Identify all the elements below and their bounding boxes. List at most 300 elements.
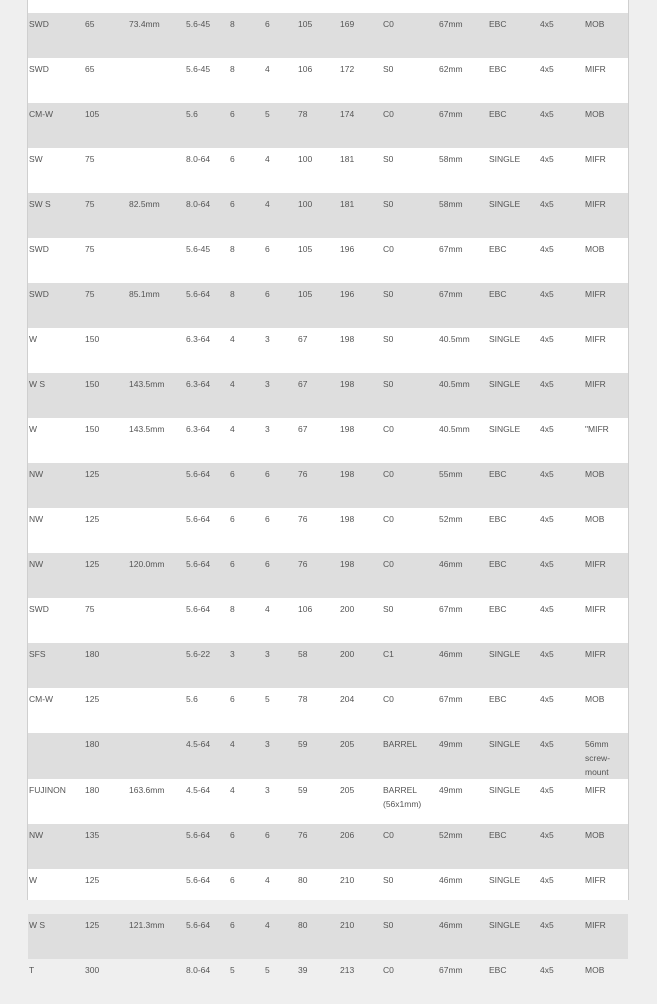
cell-format: 4x5 [540,424,554,434]
cell-mount: MIFR [585,334,606,344]
cell-flange [128,869,185,914]
cell-image-circle: 198 [340,424,355,434]
cell-focal: 125 [84,463,128,508]
cell-groups: 6 [264,13,297,58]
cell-coating: EBC [489,64,507,74]
cell-aperture: 5.6-64 [185,824,229,869]
cell-filter: 55mm [438,463,488,508]
table-row [28,103,628,148]
cell-elements: 6 [230,694,235,704]
table-row [28,283,628,328]
cell-flange [128,824,185,869]
cell-focal: 300 [85,965,100,975]
cell-coverage: 58 [297,643,339,688]
cell-mount: MOB [585,694,605,704]
cell-coating: EBC [489,244,507,254]
cell-format: 4x5 [540,244,554,254]
cell-focal: 65 [84,13,128,58]
cell-name: SWD [28,13,84,58]
cell-format: 4x5 [539,643,584,688]
table-row [28,13,628,58]
cell-shutter: S0 [383,604,394,614]
cell-coverage: 76 [297,463,339,508]
cell-image-circle: 181 [340,154,355,164]
cell-elements: 3 [229,643,264,688]
cell-image-circle: 200 [340,604,355,614]
cell-format: 4x5 [539,193,584,238]
cell-aperture: 5.6-45 [185,13,229,58]
cell-mount: MOB [584,13,628,58]
cell-flange [128,463,185,508]
cell-aperture: 5.6 [186,694,198,704]
cell-aperture: 5.6-64 [186,604,211,614]
cell-filter: 49mm [438,733,488,779]
cell-format: 4x5 [540,785,554,795]
cell-elements: 6 [229,193,264,238]
cell-name: W [29,334,38,344]
cell-filter: 46mm [439,875,463,885]
lens-spec-table [28,13,628,1004]
cell-groups: 3 [265,424,270,434]
table-row [28,193,628,238]
cell-elements: 4 [229,733,264,779]
cell-coating: SINGLE [488,643,539,688]
cell-shutter: C0 [383,514,394,524]
cell-aperture: 5.6-64 [185,463,229,508]
cell-flange: 85.1mm [128,283,185,328]
cell-coating: SINGLE [489,334,521,344]
cell-elements: 4 [229,373,264,418]
cell-coverage: 59 [297,733,339,779]
cell-coverage: 80 [297,914,339,959]
cell-image-circle: 196 [339,283,382,328]
cell-groups: 3 [264,733,297,779]
cell-filter: 52mm [438,824,488,869]
cell-mount: MIFR [585,154,606,164]
cell-mount: MOB [584,824,628,869]
cell-groups: 5 [265,694,270,704]
cell-name: CM-W [28,103,84,148]
cell-focal: 75 [84,283,128,328]
cell-format: 4x5 [540,334,554,344]
cell-format: 4x5 [540,154,554,164]
table-body [28,13,628,1004]
cell-filter: 40.5mm [439,424,470,434]
cell-name: W [29,875,38,885]
cell-focal: 150 [85,334,100,344]
cell-elements: 6 [229,553,264,598]
cell-groups: 4 [265,64,270,74]
cell-focal: 65 [85,64,95,74]
cell-elements: 5 [230,965,235,975]
cell-coverage: 67 [298,424,308,434]
cell-shutter: C0 [383,244,394,254]
cell-coating: SINGLE [489,424,521,434]
cell-flange [128,733,185,779]
cell-shutter: C0 [382,824,438,869]
cell-format: 4x5 [540,604,554,614]
cell-name: SFS [28,643,84,688]
table-row [28,643,628,688]
cell-mount: MOB [585,965,605,975]
cell-coating: EBC [488,283,539,328]
cell-flange [128,58,185,103]
cell-coating: EBC [488,463,539,508]
cell-flange: 143.5mm [129,424,165,434]
cell-shutter: S0 [383,334,394,344]
cell-name: T [29,965,35,975]
cell-aperture: 5.6-64 [185,283,229,328]
cell-coating: SINGLE [489,154,521,164]
cell-flange: 120.0mm [128,553,185,598]
table-row [28,598,628,643]
cell-image-circle: 174 [339,103,382,148]
table-row [28,869,628,914]
cell-focal: 180 [85,785,100,795]
cell-mount: MIFR [585,785,606,795]
cell-mount: MOB [584,463,628,508]
cell-elements: 6 [230,154,235,164]
cell-name: SWD [29,604,49,614]
cell-groups: 4 [265,604,270,614]
cell-aperture: 5.6-64 [185,914,229,959]
cell-flange: 73.4mm [128,13,185,58]
cell-coating: SINGLE [488,733,539,779]
cell-image-circle: 213 [340,965,355,975]
cell-groups: 4 [265,154,270,164]
cell-format: 4x5 [539,103,584,148]
cell-filter: 67mm [438,283,488,328]
cell-shutter: BARREL [382,733,438,779]
cell-groups: 4 [264,193,297,238]
cell-mount: MIFR [585,604,606,614]
cell-focal: 75 [85,154,95,164]
cell-elements: 6 [229,103,264,148]
cell-coating: EBC [488,553,539,598]
cell-flange [128,238,185,283]
cell-coverage: 80 [298,875,308,885]
cell-filter: 67mm [438,103,488,148]
cell-coating: EBC [489,514,507,524]
cell-name: W S [28,914,84,959]
cell-filter: 46mm [438,553,488,598]
cell-filter: 67mm [439,604,463,614]
cell-coating: EBC [488,824,539,869]
cell-filter: 58mm [439,154,463,164]
cell-mount: "MIFR [585,424,609,434]
cell-image-circle: 205 [340,785,355,795]
cell-filter: 52mm [439,514,463,524]
table-row [28,959,628,1004]
cell-shutter: S0 [383,154,394,164]
cell-groups: 3 [264,643,297,688]
cell-format: 4x5 [539,373,584,418]
cell-focal: 150 [85,424,100,434]
cell-flange [128,688,185,733]
cell-filter: 67mm [439,694,463,704]
cell-elements: 6 [230,514,235,524]
cell-flange [128,959,185,1004]
cell-mount: MIFR [584,373,628,418]
cell-shutter: BARREL (56x1mm) [383,785,422,809]
table-row [28,58,628,103]
cell-focal: 125 [84,553,128,598]
cell-aperture: 4.5-64 [185,733,229,779]
cell-aperture: 8.0-64 [186,965,211,975]
cell-focal: 75 [84,193,128,238]
cell-aperture: 5.6-45 [186,64,211,74]
cell-mount: MOB [584,103,628,148]
cell-mount: MOB [585,244,605,254]
cell-aperture: 4.5-64 [186,785,211,795]
cell-coating: SINGLE [489,875,521,885]
cell-coverage: 59 [298,785,308,795]
cell-name: SWD [29,244,49,254]
cell-elements: 8 [230,64,235,74]
table-row [28,688,628,733]
cell-coverage: 76 [297,824,339,869]
cell-image-circle: 210 [339,914,382,959]
table-row [28,373,628,418]
cell-coverage: 100 [298,154,313,164]
cell-format: 4x5 [539,553,584,598]
cell-filter: 67mm [438,13,488,58]
cell-elements: 8 [229,13,264,58]
cell-image-circle: 198 [339,373,382,418]
cell-name: W S [28,373,84,418]
cell-aperture: 5.6-64 [186,514,211,524]
cell-mount: MIFR [584,553,628,598]
cell-focal: 125 [85,514,100,524]
cell-format: 4x5 [539,13,584,58]
cell-elements: 6 [229,824,264,869]
cell-format: 4x5 [540,64,554,74]
table-row [28,418,628,463]
cell-aperture: 8.0-64 [186,154,211,164]
cell-focal: 180 [84,643,128,688]
cell-flange: 121.3mm [128,914,185,959]
cell-coverage: 105 [297,13,339,58]
cell-elements: 8 [230,244,235,254]
cell-focal: 180 [84,733,128,779]
cell-format: 4x5 [539,914,584,959]
cell-filter: 58mm [438,193,488,238]
cell-elements: 8 [230,604,235,614]
cell-format: 4x5 [540,875,554,885]
table-row [28,508,628,553]
cell-format: 4x5 [540,965,554,975]
cell-mount: MIFR [584,283,628,328]
cell-elements: 4 [230,785,235,795]
cell-groups: 4 [265,875,270,885]
table-row [28,553,628,598]
cell-name: NW [28,553,84,598]
cell-name: SWD [28,283,84,328]
cell-mount: MIFR [584,193,628,238]
cell-coverage: 106 [298,64,313,74]
cell-shutter: S0 [383,64,394,74]
cell-elements: 6 [230,875,235,885]
cell-image-circle: 196 [340,244,355,254]
cell-focal: 105 [84,103,128,148]
cell-name: SWD [29,64,49,74]
cell-filter: 40.5mm [438,373,488,418]
cell-elements: 8 [229,283,264,328]
cell-coverage: 105 [297,283,339,328]
cell-filter: 46mm [438,914,488,959]
table-row [28,463,628,508]
cell-format: 4x5 [539,283,584,328]
cell-shutter: C0 [383,424,394,434]
cell-flange [128,148,185,193]
cell-image-circle: 206 [339,824,382,869]
cell-filter: 62mm [439,64,463,74]
cell-mount: MIFR [585,64,606,74]
cell-format: 4x5 [539,733,584,779]
cell-mount: MIFR [584,643,628,688]
cell-image-circle: 198 [339,463,382,508]
cell-image-circle: 205 [339,733,382,779]
cell-elements: 6 [229,914,264,959]
cell-groups: 5 [265,965,270,975]
cell-coating: EBC [489,604,507,614]
cell-elements: 6 [229,463,264,508]
cell-coverage: 39 [298,965,308,975]
table-row [28,238,628,283]
cell-shutter: S0 [383,875,394,885]
cell-mount: MOB [585,514,605,524]
cell-focal: 75 [85,604,95,614]
cell-focal: 75 [85,244,95,254]
cell-name: FUJINON [29,785,66,795]
cell-aperture: 5.6-64 [185,553,229,598]
cell-coverage: 78 [298,694,308,704]
cell-name: CM-W [29,694,54,704]
cell-groups: 6 [264,283,297,328]
cell-groups: 6 [264,463,297,508]
cell-aperture: 5.6 [185,103,229,148]
cell-name: NW [28,824,84,869]
cell-coverage: 78 [297,103,339,148]
cell-filter: 46mm [438,643,488,688]
cell-shutter: C0 [383,694,394,704]
cell-focal: 135 [84,824,128,869]
cell-coating: SINGLE [489,785,521,795]
cell-name: W [29,424,38,434]
cell-groups: 6 [265,244,270,254]
cell-filter: 49mm [439,785,463,795]
cell-aperture: 8.0-64 [185,193,229,238]
cell-shutter: C1 [382,643,438,688]
cell-coating: SINGLE [488,914,539,959]
cell-shutter: S0 [382,373,438,418]
cell-coverage: 67 [297,373,339,418]
table-row [28,914,628,959]
cell-groups: 6 [264,824,297,869]
table-row [28,328,628,373]
cell-coverage: 67 [298,334,308,344]
table-row [28,779,628,824]
cell-mount: 56mm screw-mount [584,733,628,779]
cell-focal: 150 [84,373,128,418]
cell-aperture: 5.6-45 [186,244,211,254]
cell-groups: 6 [264,553,297,598]
cell-name: NW [28,463,84,508]
cell-name: SW [29,154,43,164]
cell-groups: 3 [265,334,270,344]
cell-format: 4x5 [539,824,584,869]
cell-shutter: C0 [382,463,438,508]
cell-shutter: C0 [382,553,438,598]
cell-coating: EBC [488,13,539,58]
cell-image-circle: 181 [339,193,382,238]
cell-mount: MIFR [585,875,606,885]
cell-groups: 4 [264,914,297,959]
cell-image-circle: 198 [340,334,355,344]
cell-image-circle: 210 [340,875,355,885]
cell-coating: EBC [488,103,539,148]
cell-flange: 163.6mm [129,785,165,795]
cell-coverage: 106 [298,604,313,614]
table-row [28,733,628,779]
table-row [28,824,628,869]
cell-filter: 67mm [439,965,463,975]
cell-image-circle: 204 [340,694,355,704]
cell-format: 4x5 [540,514,554,524]
cell-focal: 125 [85,875,100,885]
cell-elements: 4 [230,424,235,434]
cell-focal: 125 [85,694,100,704]
cell-image-circle: 198 [340,514,355,524]
cell-shutter: S0 [382,193,438,238]
cell-image-circle: 169 [339,13,382,58]
cell-coating: SINGLE [488,193,539,238]
cell-flange [128,643,185,688]
cell-aperture: 6.3-64 [185,373,229,418]
cell-image-circle: 198 [339,553,382,598]
table-row [28,148,628,193]
cell-aperture: 5.6-22 [185,643,229,688]
cell-coverage: 76 [298,514,308,524]
cell-flange [128,103,185,148]
cell-flange: 82.5mm [128,193,185,238]
cell-filter: 40.5mm [439,334,470,344]
cell-mount: MIFR [584,914,628,959]
cell-aperture: 5.6-64 [186,875,211,885]
cell-flange [128,598,185,643]
cell-image-circle: 172 [340,64,355,74]
cell-image-circle: 200 [339,643,382,688]
cell-groups: 3 [264,373,297,418]
cell-format: 4x5 [540,694,554,704]
cell-groups: 5 [264,103,297,148]
cell-name [28,733,84,779]
cell-coverage: 100 [297,193,339,238]
cell-flange: 143.5mm [128,373,185,418]
cell-flange [128,508,185,553]
cell-coverage: 76 [297,553,339,598]
cell-elements: 4 [230,334,235,344]
cell-shutter: C0 [382,13,438,58]
cell-flange [128,328,185,373]
cell-coating: EBC [489,694,507,704]
cell-name: SW S [28,193,84,238]
cell-filter: 67mm [439,244,463,254]
cell-aperture: 6.3-64 [186,334,211,344]
cell-coverage: 105 [298,244,313,254]
cell-coating: EBC [489,965,507,975]
cell-aperture: 6.3-64 [186,424,211,434]
